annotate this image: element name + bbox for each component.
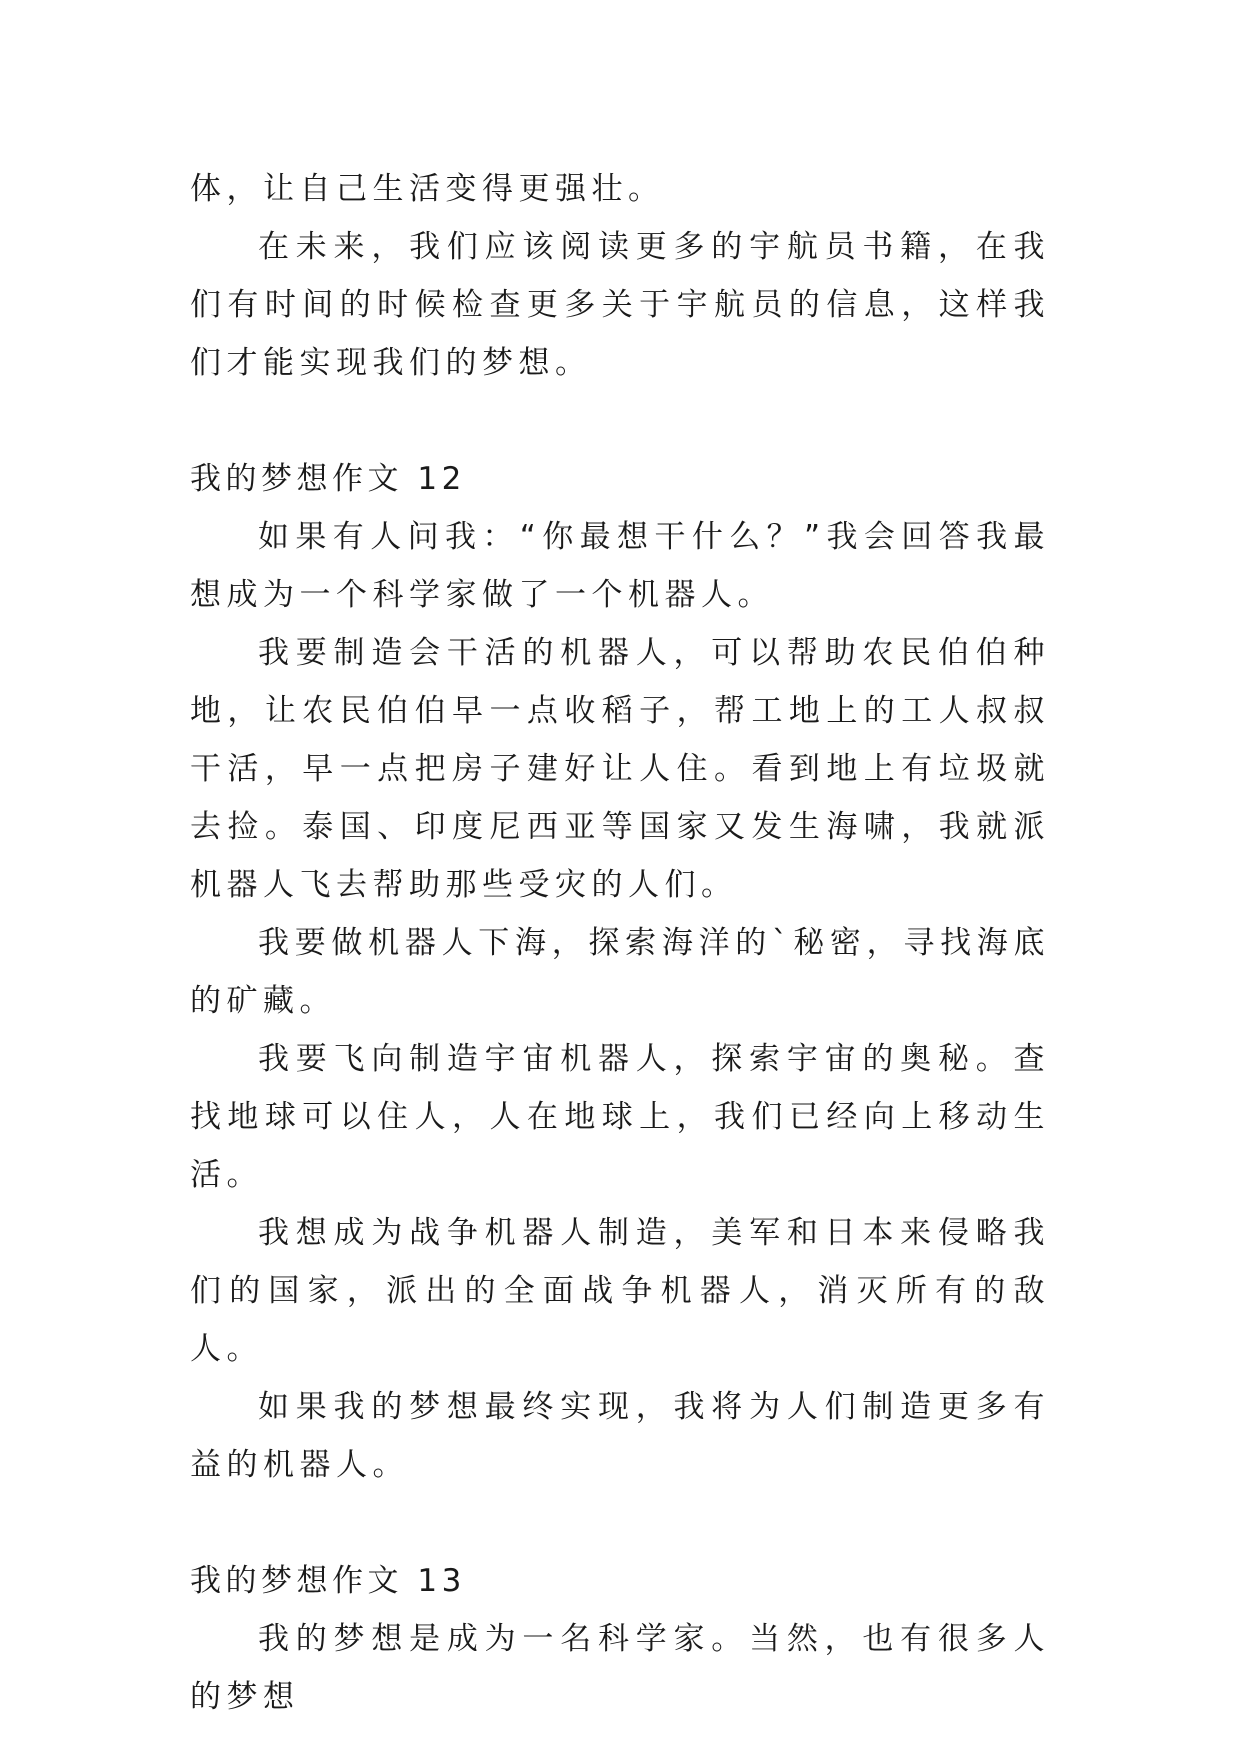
- paragraph: 如果有人问我：“你最想干什么？”我会回答我最想成为一个科学家做了一个机器人。: [190, 519, 1050, 613]
- paragraph: 我要制造会干活的机器人，可以帮助农民伯伯种地，让农民伯伯早一点收稻子，帮工地上的工人叔叔干活，早一点把房子建好让人住。看到地上有垃圾就去捡。泰国、印度尼西亚等国家又发生海啸，我就派机器人飞去帮助那些受灾的人们。: [190, 635, 1050, 903]
- section-title-13: 我的梦想作文 13: [190, 1563, 466, 1599]
- section-spacer: [190, 392, 1050, 450]
- paragraph: 我要做机器人下海，探索海洋的`秘密，寻找海底的矿藏。: [190, 925, 1050, 1019]
- section-title-12: 我的梦想作文 12: [190, 461, 466, 497]
- paragraph-continuation: 体，让自己生活变得更强壮。: [190, 171, 665, 207]
- paragraph: 我想成为战争机器人制造，美军和日本来侵略我们的国家，派出的全面战争机器人，消灭所有的敌人。: [190, 1215, 1050, 1367]
- paragraph: 我的梦想是成为一名科学家。当然，也有很多人的梦想: [190, 1621, 1050, 1715]
- paragraph: 在未来，我们应该阅读更多的宇航员书籍，在我们有时间的时候检查更多关于宇航员的信息，这样我们才能实现我们的梦想。: [190, 229, 1050, 381]
- document-body: [190, 160, 1050, 1726]
- paragraph: 如果我的梦想最终实现，我将为人们制造更多有益的机器人。: [190, 1389, 1050, 1483]
- paragraph: 我要飞向制造宇宙机器人，探索宇宙的奥秘。查找地球可以住人，人在地球上，我们已经向上移动生活。: [190, 1041, 1050, 1193]
- section-spacer: [190, 1494, 1050, 1552]
